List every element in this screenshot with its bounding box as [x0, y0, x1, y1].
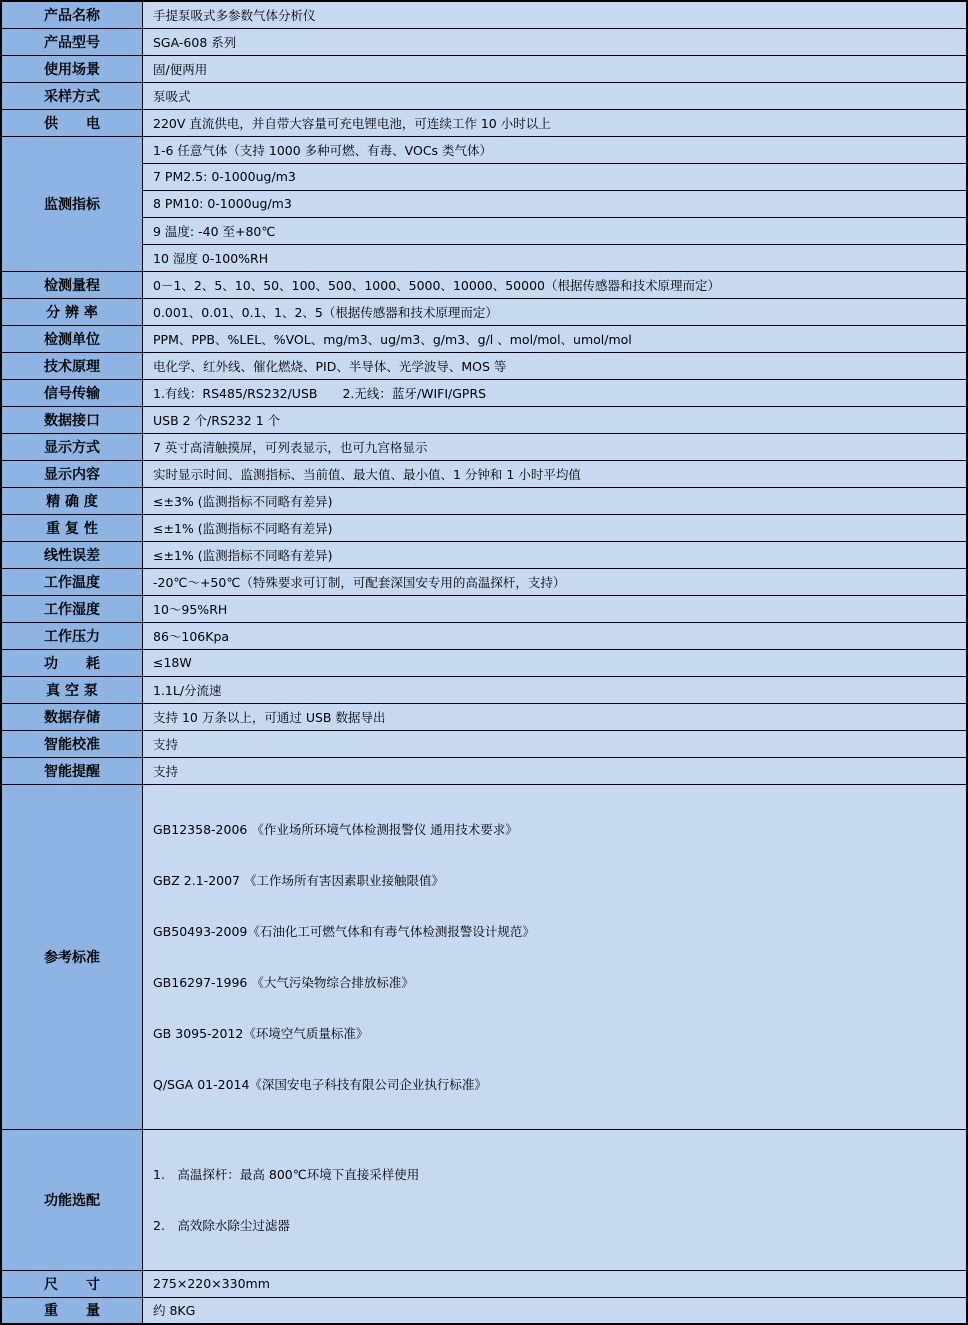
row-value-smart-reminder: 支持: [143, 757, 968, 784]
table-row: [1, 163, 967, 190]
row-label-power-consumption: 功 耗: [1, 649, 143, 676]
table-row: [1, 217, 967, 244]
row-value-vacuum-pump: 1.1L/分流速: [143, 676, 968, 703]
row-label-smart-reminder: 智能提醒: [1, 757, 143, 784]
table-row: [1, 298, 967, 325]
table-row: [1, 55, 967, 82]
row-value-monitoring-indicator-4: 9 温度: -40 至+80℃: [143, 217, 968, 244]
row-value-usage-scene: 固/便两用: [143, 55, 968, 82]
row-label-display-content: 显示内容: [1, 460, 143, 487]
row-label-resolution: 分 辨 率: [1, 298, 143, 325]
row-value-reference-standards: [143, 784, 968, 1129]
row-value-working-temperature: -20℃～+50℃（特殊要求可订制，可配套深国安专用的高温探杆，支持）: [143, 568, 968, 595]
table-row: [1, 568, 967, 595]
row-label-optional-features: 功能选配: [1, 1129, 143, 1270]
table-row: [1, 595, 967, 622]
row-label-repeatability: 重 复 性: [1, 514, 143, 541]
table-row: [1, 271, 967, 298]
row-value-repeatability: ≤±1% (监测指标不同略有差异): [143, 514, 968, 541]
row-label-vacuum-pump: 真 空 泵: [1, 676, 143, 703]
table-row: [1, 109, 967, 136]
table-row: [1, 649, 967, 676]
reference-standard-line: GB12358-2006 《作业场所环境气体检测报警仪 通用技术要求》: [153, 821, 518, 837]
table-row: [1, 541, 967, 568]
table-row: [1, 622, 967, 649]
row-value-data-interface: USB 2 个/RS232 1 个: [143, 406, 968, 433]
table-row: [1, 514, 967, 541]
row-label-model: 产品型号: [1, 28, 143, 55]
row-label-usage-scene: 使用场景: [1, 55, 143, 82]
row-value-monitoring-indicator-2: 7 PM2.5: 0-1000ug/m3: [143, 163, 968, 190]
row-label-dimensions: 尺 寸: [1, 1270, 143, 1297]
row-value-monitoring-indicator-3: 8 PM10: 0-1000ug/m3: [143, 190, 968, 217]
optional-feature-line: 2. 高效除水除尘过滤器: [153, 1217, 290, 1233]
row-value-monitoring-indicator-5: 10 湿度 0-100%RH: [143, 244, 968, 271]
row-value-weight: 约 8KG: [143, 1297, 968, 1324]
row-value-data-storage: 支持 10 万条以上，可通过 USB 数据导出: [143, 703, 968, 730]
row-label-smart-calibration: 智能校准: [1, 730, 143, 757]
row-label-linearity-error: 线性误差: [1, 541, 143, 568]
row-value-model: SGA-608 系列: [143, 28, 968, 55]
table-row: [1, 433, 967, 460]
table-row: [1, 730, 967, 757]
reference-standard-line: GB 3095-2012《环境空气质量标准》: [153, 1025, 369, 1041]
table-row: [1, 460, 967, 487]
row-value-detection-range: 0－1、2、5、10、50、100、500、1000、5000、10000、50000（根据传感器和技术原理而定）: [143, 271, 968, 298]
row-value-smart-calibration: 支持: [143, 730, 968, 757]
row-label-monitoring-indicators: 监测指标: [1, 136, 143, 271]
row-label-working-humidity: 工作湿度: [1, 595, 143, 622]
row-value-technical-principle: 电化学、红外线、催化燃烧、PID、半导体、光学波导、MOS 等: [143, 352, 968, 379]
row-value-power-consumption: ≤18W: [143, 649, 968, 676]
table-row: [1, 406, 967, 433]
row-value-sampling-method: 泵吸式: [143, 82, 968, 109]
row-value-power-supply: 220V 直流供电，并自带大容量可充电锂电池，可连续工作 10 小时以上: [143, 109, 968, 136]
reference-standard-line: GB16297-1996 《大气污染物综合排放标准》: [153, 974, 414, 990]
table-row: [1, 82, 967, 109]
row-label-detection-range: 检测量程: [1, 271, 143, 298]
table-row: [1, 487, 967, 514]
row-label-working-pressure: 工作压力: [1, 622, 143, 649]
row-label-working-temperature: 工作温度: [1, 568, 143, 595]
optional-feature-line: 1. 高温探杆：最高 800℃环境下直接采样使用: [153, 1166, 420, 1182]
table-row: [1, 352, 967, 379]
table-row: [1, 28, 967, 55]
table-row: [1, 190, 967, 217]
row-label-data-interface: 数据接口: [1, 406, 143, 433]
row-label-detection-unit: 检测单位: [1, 325, 143, 352]
row-value-display-content: 实时显示时间、监测指标、当前值、最大值、最小值、1 分钟和 1 小时平均值: [143, 460, 968, 487]
table-row: [1, 784, 967, 1129]
row-value-accuracy: ≤±3% (监测指标不同略有差异): [143, 487, 968, 514]
row-label-reference-standards: 参考标准: [1, 784, 143, 1129]
row-value-working-humidity: 10～95%RH: [143, 595, 968, 622]
row-value-detection-unit: PPM、PPB、%LEL、%VOL、mg/m3、ug/m3、g/m3、g/l 、mol/mol、umol/mol: [143, 325, 968, 352]
row-label-data-storage: 数据存储: [1, 703, 143, 730]
row-value-display-mode: 7 英寸高清触摸屏，可列表显示，也可九宫格显示: [143, 433, 968, 460]
reference-standard-line: Q/SGA 01-2014《深国安电子科技有限公司企业执行标准》: [153, 1076, 487, 1092]
row-label-power-supply: 供 电: [1, 109, 143, 136]
table-row: [1, 136, 967, 163]
table-row: [1, 757, 967, 784]
row-value-product-name: 手提泵吸式多参数气体分析仪: [143, 1, 968, 28]
row-value-optional-features: [143, 1129, 968, 1270]
reference-standard-line: GBZ 2.1-2007 《工作场所有害因素职业接触限值》: [153, 872, 444, 888]
reference-standard-line: GB50493-2009《石油化工可燃气体和有毒气体检测报警设计规范》: [153, 923, 535, 939]
table-row: [1, 703, 967, 730]
row-label-technical-principle: 技术原理: [1, 352, 143, 379]
table-row: [1, 379, 967, 406]
row-label-display-mode: 显示方式: [1, 433, 143, 460]
table-row: [1, 325, 967, 352]
row-label-signal-transmission: 信号传输: [1, 379, 143, 406]
row-value-resolution: 0.001、0.01、0.1、1、2、5（根据传感器和技术原理而定）: [143, 298, 968, 325]
table-row: [1, 1270, 967, 1297]
table-row: [1, 1, 967, 28]
row-value-signal-transmission: 1.有线：RS485/RS232/USB 2.无线：蓝牙/WIFI/GPRS: [143, 379, 968, 406]
table-row: [1, 1129, 967, 1270]
row-value-linearity-error: ≤±1% (监测指标不同略有差异): [143, 541, 968, 568]
row-label-weight: 重 量: [1, 1297, 143, 1324]
row-label-accuracy: 精 确 度: [1, 487, 143, 514]
table-row: [1, 244, 967, 271]
row-label-sampling-method: 采样方式: [1, 82, 143, 109]
table-row: [1, 676, 967, 703]
row-value-dimensions: 275×220×330mm: [143, 1270, 968, 1297]
row-value-working-pressure: 86～106Kpa: [143, 622, 968, 649]
table-row: [1, 1297, 967, 1324]
row-value-monitoring-indicator-1: 1-6 任意气体（支持 1000 多种可燃、有毒、VOCs 类气体）: [143, 136, 968, 163]
row-label-product-name: 产品名称: [1, 1, 143, 28]
